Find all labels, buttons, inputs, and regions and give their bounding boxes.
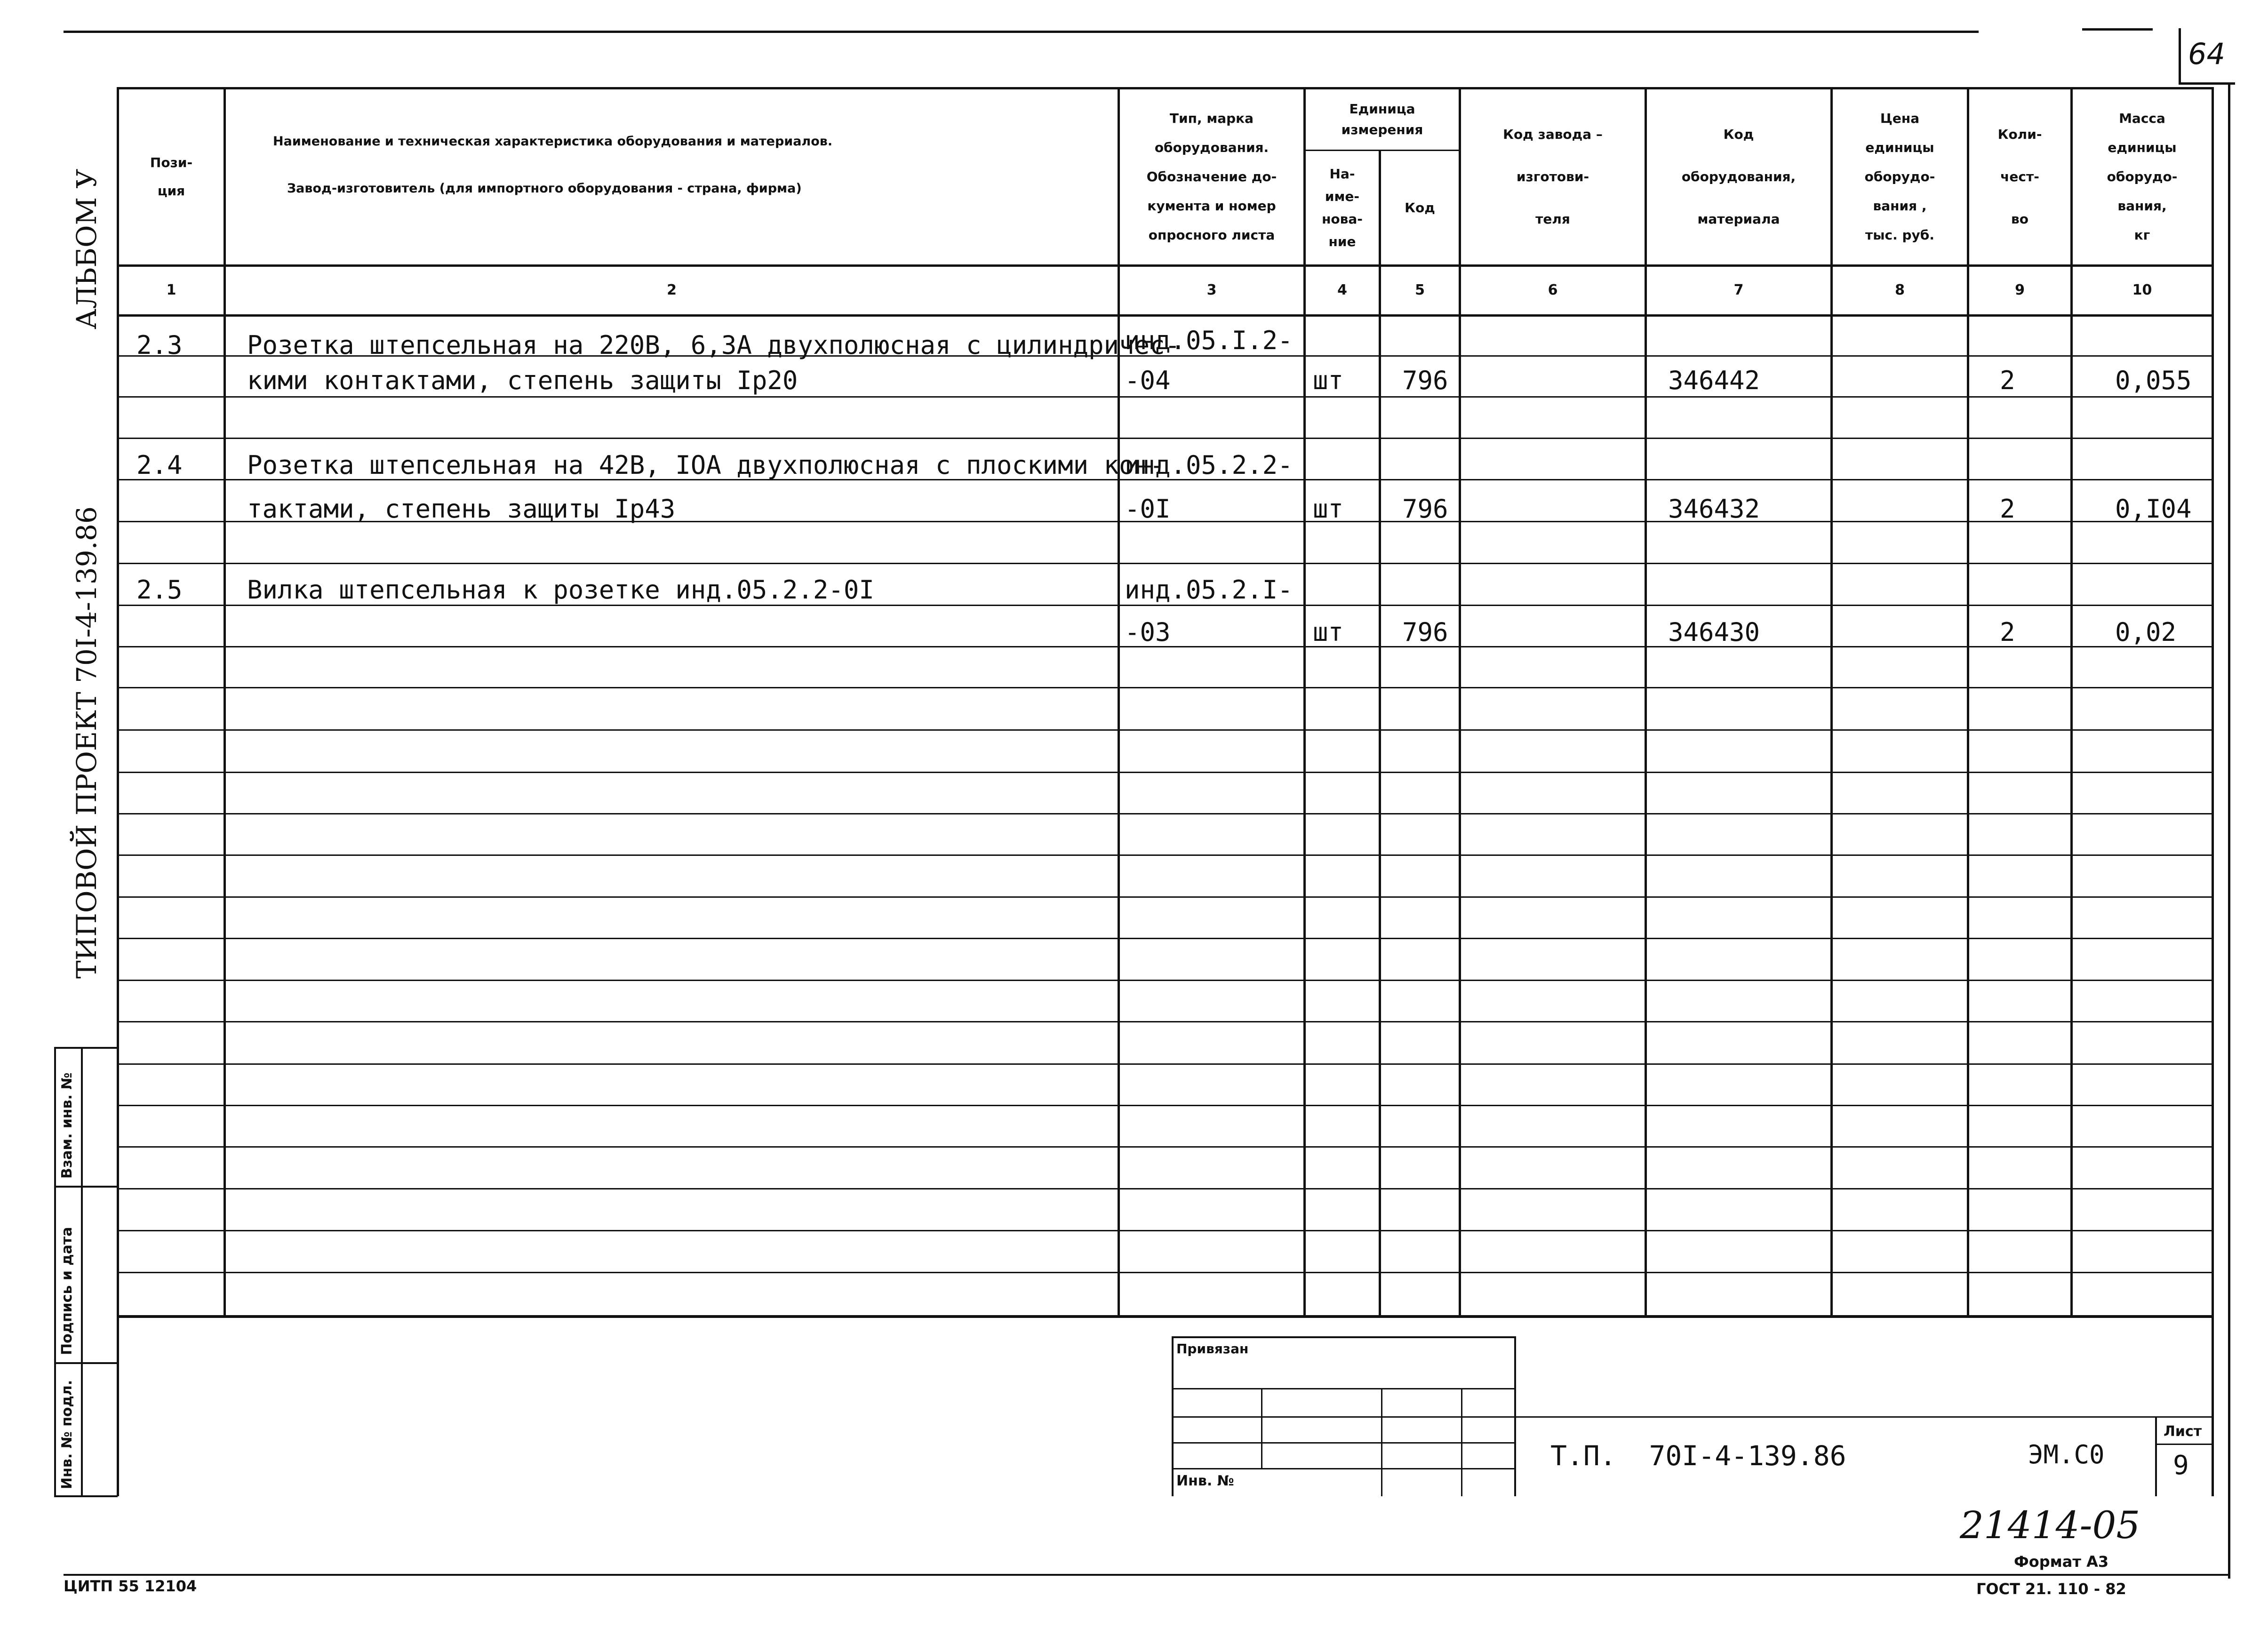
header-type: Тип, марка оборудования. Обозначение до- кумента и номер опросного листа bbox=[1146, 111, 1277, 243]
top-border-line bbox=[64, 31, 1979, 33]
row-line bbox=[117, 896, 2213, 898]
row-line bbox=[117, 563, 2213, 564]
doc-code: Т.П. 70I-4-139.86 bbox=[1550, 1440, 1846, 1472]
header-name-line1: Наименование и техническая характеристика оборудования и материалов. bbox=[273, 134, 833, 149]
corner-box-left bbox=[2179, 28, 2181, 85]
header-mass: Масса единицы оборудо- вания, кг bbox=[2107, 111, 2178, 243]
tied-box-row-3 bbox=[1172, 1442, 1515, 1444]
table-row-3-name: Розетка штепсельная на 42В, IOA двухполюсная с плоскими кон- bbox=[247, 450, 1165, 480]
colnum-6: 6 bbox=[1548, 282, 1558, 298]
handwritten-number: 21414-05 bbox=[1960, 1503, 2140, 1547]
table-row-7-unit-code: 796 bbox=[1402, 617, 1448, 647]
row-line bbox=[117, 938, 2213, 939]
row-line bbox=[117, 438, 2213, 439]
stamp-left-edge bbox=[54, 1047, 56, 1496]
stamp-mid-edge bbox=[81, 1047, 83, 1496]
colnum-4: 4 bbox=[1337, 282, 1347, 298]
row-line bbox=[117, 1105, 2213, 1106]
table-row-3-type: инд.05.2.2- bbox=[1125, 450, 1293, 480]
table-row-4-mass: 0,I04 bbox=[2115, 494, 2192, 524]
table-row-6-type: инд.05.2.I- bbox=[1125, 575, 1293, 605]
row-line bbox=[117, 687, 2213, 688]
printer-label: ЦИТП 55 12104 bbox=[64, 1577, 197, 1595]
row-line bbox=[117, 1230, 2213, 1231]
table-bottom-line bbox=[117, 1315, 2213, 1318]
table-row-4-name: тактами, степень защиты Ip43 bbox=[247, 494, 676, 524]
table-row-7-code: 346430 bbox=[1668, 617, 1760, 647]
sheet-label: Лист bbox=[2164, 1423, 2202, 1440]
sheet-box-left bbox=[2155, 1416, 2157, 1496]
stamp-inv-replace: Взам. инв. № bbox=[59, 1072, 75, 1179]
header-factory-code: Код завода – изготови- теля bbox=[1503, 127, 1603, 227]
doc-code-top-line bbox=[1515, 1416, 2214, 1418]
stamp-top-edge bbox=[54, 1047, 118, 1049]
format-label: Формат А3 bbox=[2014, 1553, 2109, 1571]
sheet-number: 9 bbox=[2173, 1450, 2189, 1481]
tied-box-row-4 bbox=[1172, 1468, 1515, 1469]
colnum-1: 1 bbox=[166, 282, 176, 298]
col-line-4 bbox=[1379, 150, 1381, 1316]
bottom-outer-border bbox=[64, 1574, 2228, 1576]
colnum-9: 9 bbox=[2015, 282, 2025, 298]
table-row-1-unit: шт bbox=[1313, 366, 1344, 395]
table-row-4-unit-code: 796 bbox=[1402, 494, 1448, 524]
top-right-border-short bbox=[2082, 28, 2153, 31]
gost-label: ГОСТ 21. 110 - 82 bbox=[1976, 1580, 2126, 1598]
row-line bbox=[117, 1021, 2213, 1022]
album-label: АЛЬБОМ У bbox=[71, 168, 103, 329]
stamp-divider-1 bbox=[54, 1186, 118, 1188]
tied-box-row-1 bbox=[1172, 1388, 1515, 1389]
row-line bbox=[117, 1272, 2213, 1273]
header-name-line2: Завод-изготовитель (для импортного оборудования - страна, фирма) bbox=[287, 181, 802, 196]
tied-box-row-2 bbox=[1172, 1416, 1515, 1418]
table-row-0-pos: 2.3 bbox=[136, 330, 183, 360]
tied-box-col-2 bbox=[1381, 1388, 1382, 1496]
row-line bbox=[117, 980, 2213, 981]
table-row-4-qty: 2 bbox=[2000, 494, 2015, 524]
table-row-7-mass: 0,02 bbox=[2115, 617, 2177, 647]
header-quantity: Коли- чест- во bbox=[1997, 127, 2042, 227]
col-line-10 bbox=[2212, 87, 2214, 1496]
tied-box-top bbox=[1172, 1336, 1515, 1338]
table-row-6-pos: 2.5 bbox=[136, 575, 183, 605]
header-unit-code: Код bbox=[1405, 200, 1435, 215]
table-row-7-unit: шт bbox=[1313, 617, 1344, 647]
tied-box-col-3 bbox=[1461, 1388, 1462, 1496]
colnum-bottom-line bbox=[117, 314, 2213, 317]
row-line bbox=[117, 1146, 2213, 1148]
stamp-inv-orig: Инв. № подл. bbox=[59, 1380, 75, 1489]
row-line bbox=[117, 1188, 2213, 1189]
sheet-box-divider bbox=[2155, 1444, 2214, 1445]
header-position: Пози- ция bbox=[150, 155, 193, 199]
row-line bbox=[117, 854, 2213, 856]
stamp-sign-date: Подпись и дата bbox=[59, 1227, 75, 1355]
colnum-3: 3 bbox=[1206, 282, 1217, 298]
unit-group-divider bbox=[1303, 150, 1459, 151]
table-row-1-mass: 0,055 bbox=[2115, 366, 2192, 395]
table-row-1-name: кими контактами, степень защиты Ip20 bbox=[247, 366, 798, 395]
table-row-1-qty: 2 bbox=[2000, 366, 2015, 395]
table-row-6-name: Вилка штепсельная к розетке инд.05.2.2-0I bbox=[247, 575, 874, 605]
tied-box-col-1 bbox=[1261, 1388, 1262, 1468]
table-row-4-code: 346432 bbox=[1668, 494, 1760, 524]
stamp-bottom-edge bbox=[54, 1495, 118, 1497]
row-line bbox=[117, 729, 2213, 731]
row-line bbox=[117, 1063, 2213, 1065]
page-corner-number: 64 bbox=[2188, 37, 2225, 71]
colnum-2: 2 bbox=[667, 282, 677, 298]
table-row-0-type: инд.05.I.2- bbox=[1125, 326, 1293, 355]
colnum-10: 10 bbox=[2132, 282, 2152, 298]
header-price: Цена единицы оборудо- вания , тыс. руб. bbox=[1864, 111, 1935, 243]
table-row-4-type: -0I bbox=[1125, 494, 1171, 524]
table-row-0-name: Розетка штепсельная на 220В, 6,3А двухполюсная с цилиндричес- bbox=[247, 330, 1181, 360]
row-line bbox=[117, 813, 2213, 814]
table-row-1-type: -04 bbox=[1125, 366, 1171, 395]
project-label: ТИПОВОЙ ПРОЕКТ 70I-4-139.86 bbox=[71, 506, 103, 979]
colnum-7: 7 bbox=[1733, 282, 1744, 298]
table-row-7-type: -03 bbox=[1125, 617, 1171, 647]
right-outer-border bbox=[2228, 82, 2230, 1579]
table-row-1-unit-code: 796 bbox=[1402, 366, 1448, 395]
table-row-3-pos: 2.4 bbox=[136, 450, 183, 480]
stamp-divider-2 bbox=[54, 1362, 118, 1364]
header-equipment-code: Код оборудования, материала bbox=[1681, 127, 1796, 227]
corner-box-bottom bbox=[2179, 82, 2235, 85]
inv-label: Инв. № bbox=[1176, 1473, 1234, 1489]
colnum-5: 5 bbox=[1415, 282, 1425, 298]
header-unit-group: Единица измерения bbox=[1341, 101, 1423, 137]
tied-label: Привязан bbox=[1176, 1341, 1249, 1357]
colnum-8: 8 bbox=[1895, 282, 1905, 298]
row-line bbox=[117, 772, 2213, 773]
doc-mark: ЭМ.С0 bbox=[2028, 1440, 2105, 1469]
table-row-7-qty: 2 bbox=[2000, 617, 2015, 647]
table-row-4-unit: шт bbox=[1313, 494, 1344, 524]
header-unit-name: На- име- нова- ние bbox=[1322, 166, 1363, 249]
table-row-1-code: 346442 bbox=[1668, 366, 1760, 395]
